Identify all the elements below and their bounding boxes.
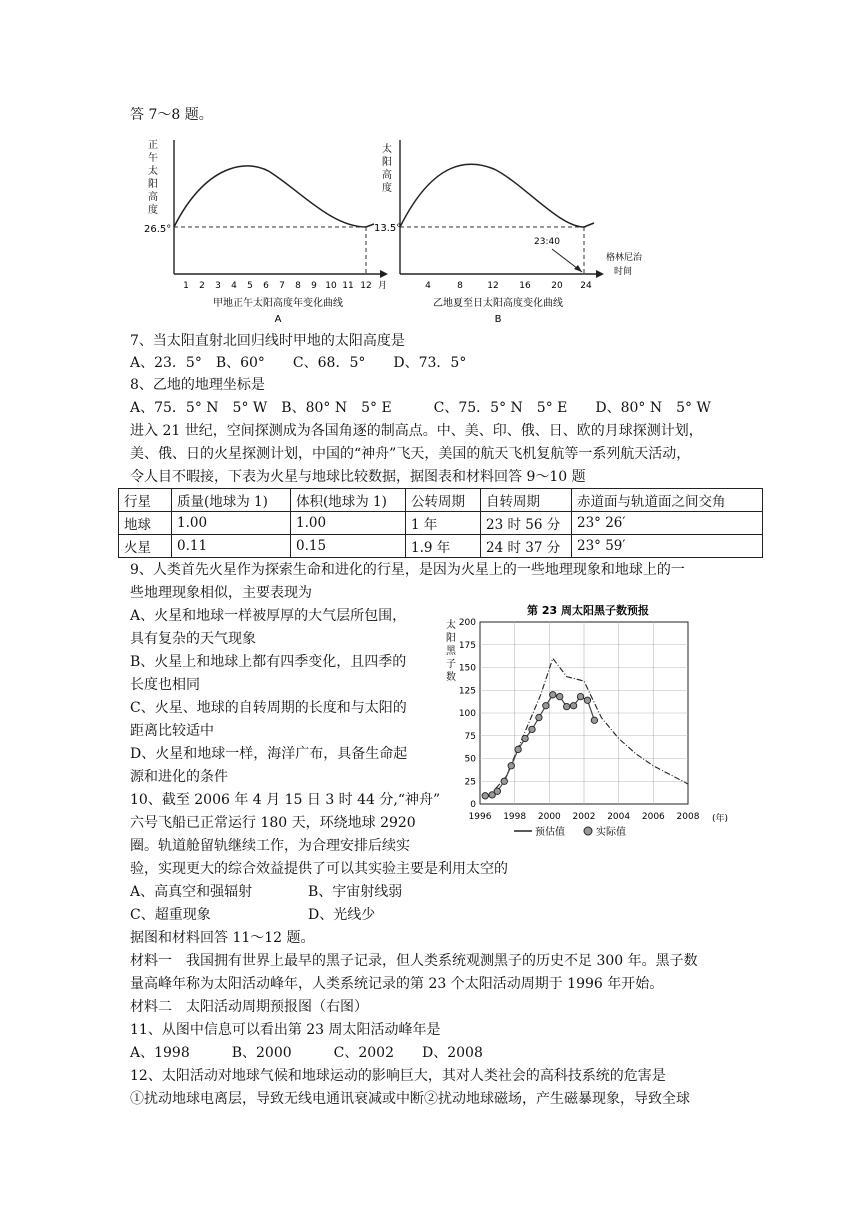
chart-title: 第 23 周太阳黑子数预报 xyxy=(527,604,649,617)
series-actual-point xyxy=(508,763,514,769)
q9-stem: 9、人类首先火星作为探索生命和进化的行星，是因为火星上的一些地理现象和地球上的一 xyxy=(130,562,685,578)
q7-stem: 7、当太阳直射北回归线时甲地的太阳高度是 xyxy=(130,333,405,349)
chart-ytick-label: 0 xyxy=(470,800,476,810)
graph-b-y-marker: 13.5° xyxy=(374,223,402,234)
q8-options: A、75．5° N 5° W B、80° N 5° E C、75．5° N 5° E D、80° N 5° W xyxy=(130,400,711,416)
graph-b-xtick: 16 xyxy=(519,281,531,291)
graph-b-axis-label: 格林尼治 xyxy=(606,253,643,263)
material-two: 材料二 太阳活动周期预报图（右图） xyxy=(130,999,368,1015)
graph-a-y-marker: 26.5° xyxy=(144,224,172,235)
table-cell: 23° 59′ xyxy=(572,535,763,558)
passage-line: 令人目不暇接，下表为火星与地球比较数据，据图表和材料回答 9～10 题 xyxy=(130,469,586,485)
graph-a-xtick: 2 xyxy=(199,281,205,291)
graph-a-ylabel-char: 阳 xyxy=(148,179,158,190)
table-cell: 23° 26′ xyxy=(572,512,763,535)
material-one: 量高峰年称为太阳活动峰年，人类系统记录的第 23 个太阳活动周期于 1996 年开始。 xyxy=(130,976,664,992)
chart-ytick-label: 150 xyxy=(458,663,476,674)
table-header-row xyxy=(119,489,763,512)
chart-ylabel-char: 阳 xyxy=(446,633,456,644)
graph-b-xticks xyxy=(425,281,592,291)
q9-option-b: B、火星上和地球上都有四季变化，且四季的 xyxy=(130,654,407,670)
table-cell: 火星 xyxy=(119,535,172,558)
q9-option-b: 长度也相同 xyxy=(130,677,200,693)
passage-line: 进入 21 世纪，空间探测成为各国角逐的制高点。中、美、印、俄、日、欧的月球探测计划， xyxy=(130,423,703,439)
graph-b-xtick: 20 xyxy=(551,281,563,291)
series-actual-point xyxy=(522,735,528,741)
q12-text: ①扰动地球电离层，导致无线电通讯衰减或中断②扰动地球磁场，产生磁暴现象，导致全球 xyxy=(130,1091,690,1107)
chart-ytick-label: 75 xyxy=(464,731,476,742)
q10-stem: 验，实现更大的综合效益提供了可以其实验主要是利用太空的 xyxy=(130,861,508,877)
table-header-cell: 体积(地球为 1) xyxy=(291,489,406,512)
graph-a-xtick: 12 xyxy=(360,281,372,291)
q10-option-c: C、超重现象 xyxy=(130,907,211,923)
table-cell: 0.11 xyxy=(172,535,291,558)
q8-stem: 8、乙地的地理坐标是 xyxy=(130,377,265,393)
graph-b xyxy=(374,134,646,334)
graph-a-xunit: 月 xyxy=(378,281,388,291)
series-actual-point xyxy=(494,788,500,794)
q10-option-a: A、高真空和强辐射 xyxy=(130,884,253,900)
graph-b-ylabel-char: 度 xyxy=(382,183,392,194)
q7-options: A、23．5° B、60° C、68．5° D、73．5° xyxy=(130,355,467,371)
table-cell: 1.9 年 xyxy=(406,535,481,558)
table-header-cell: 公转周期 xyxy=(406,489,481,512)
graph-a-xtick: 9 xyxy=(311,281,317,291)
q9-option-c: C、火星、地球的自转周期的长度和与太阳的 xyxy=(130,700,407,716)
table-cell: 1.00 xyxy=(172,512,291,535)
chart-ylabel-char: 太 xyxy=(446,620,456,631)
graph-a-ylabel-char: 高 xyxy=(148,192,158,203)
intro-78: 答 7～8 题。 xyxy=(130,107,213,123)
graph-a-ylabel-char: 正 xyxy=(148,140,158,151)
q9-option-a: A、火星和地球一样被厚厚的大气层所包围， xyxy=(130,608,407,624)
q9-option-d: D、火星和地球一样，海洋广布，具备生命起 xyxy=(130,746,408,762)
chart-ytick-label: 50 xyxy=(464,754,476,765)
graph-a-xtick: 4 xyxy=(231,281,237,291)
graph-b-xtick: 24 xyxy=(580,281,592,291)
graph-b-xtick: 12 xyxy=(487,281,499,291)
graph-a-curve xyxy=(174,166,374,227)
legend-actual-swatch xyxy=(584,827,592,835)
chart-xtick-label: 2002 xyxy=(572,812,596,822)
graph-a-xtick: 8 xyxy=(295,281,301,291)
table-header-cell: 赤道面与轨道面之间交角 xyxy=(572,489,763,512)
chart-xtick-label: 2008 xyxy=(676,812,700,822)
table-cell: 1.00 xyxy=(291,512,406,535)
graph-a-ylabel-char: 午 xyxy=(148,153,158,164)
graph-b-xtick: 8 xyxy=(457,281,463,291)
q10-stem: 六号飞船已正常运行 180 天，环绕地球 2920 xyxy=(130,815,416,831)
table-cell: 1 年 xyxy=(406,512,481,535)
q10-stem: 圈。轨道舱留轨继续工作，为合理安排后续实 xyxy=(130,838,410,854)
chart-xtick-label: 2004 xyxy=(607,812,631,822)
series-actual-point xyxy=(501,778,507,784)
table-cell: 地球 xyxy=(119,512,172,535)
graph-b-curve xyxy=(400,164,594,227)
table-header-cell: 自转周期 xyxy=(481,489,572,512)
q10-option-b: B、宇宙射线弱 xyxy=(308,884,403,900)
table-row xyxy=(119,535,763,558)
series-actual-point xyxy=(577,693,583,699)
q11-stem: 11、从图中信息可以看出第 23 周太阳活动峰年是 xyxy=(130,1022,441,1038)
chart-ylabel xyxy=(446,618,457,683)
series-actual-point xyxy=(529,726,535,732)
series-actual-point xyxy=(515,746,521,752)
table-cell: 24 时 37 分 xyxy=(481,535,572,558)
graph-a-ylabel-char: 太 xyxy=(148,166,158,177)
series-actual-point xyxy=(536,714,542,720)
chart-yticks xyxy=(459,618,476,810)
series-actual-points xyxy=(482,692,598,799)
legend-actual-label: 实际值 xyxy=(596,827,626,836)
series-actual-point xyxy=(482,793,488,799)
series-actual-point xyxy=(557,693,563,699)
chart-ytick-label: 175 xyxy=(458,640,476,651)
graph-b-letter: B xyxy=(494,314,502,325)
series-actual-point xyxy=(591,717,597,723)
graph-a-xticks xyxy=(183,280,387,291)
table-cell: 23 时 56 分 xyxy=(481,512,572,535)
graph-a-xtick: 5 xyxy=(247,281,253,291)
chart-xtick-label: 2006 xyxy=(641,812,665,822)
series-actual-point xyxy=(550,692,556,698)
q10-stem: 10、截至 2006 年 4 月 15 日 3 时 44 分,“神舟” xyxy=(130,792,441,808)
series-forecast-line xyxy=(489,658,688,796)
graph-a-xtick: 3 xyxy=(215,281,221,291)
chart-ytick-label: 25 xyxy=(464,777,476,788)
series-actual-point xyxy=(563,703,569,709)
graph-a-xtick: 1 xyxy=(183,281,189,291)
graph-b-ylabel xyxy=(382,142,392,194)
graph-b-annotation-arrowhead xyxy=(574,265,582,272)
graph-b-ylabel-char: 阳 xyxy=(382,157,392,168)
graph-a-xtick: 11 xyxy=(342,281,354,291)
sunspot-chart xyxy=(440,600,740,836)
q11-options: A、1998 B、2000 C、2002 D、2008 xyxy=(130,1045,483,1061)
series-actual-point xyxy=(570,703,576,709)
chart-xlabel: (年) xyxy=(712,814,729,824)
graph-a-xtick: 10 xyxy=(325,281,337,291)
series-actual-point xyxy=(543,703,549,709)
graph-b-annotation: 23:40 xyxy=(534,237,560,247)
graph-b-ylabel-char: 太 xyxy=(382,144,392,155)
graph-b-axis-label: 时间 xyxy=(614,267,633,277)
graph-a-ylabel-char: 度 xyxy=(148,205,158,216)
graph-a-letter: A xyxy=(274,314,282,325)
table-cell: 0.15 xyxy=(291,535,406,558)
chart-xtick-label: 1996 xyxy=(468,812,492,822)
legend-forecast-label: 预估值 xyxy=(535,827,565,836)
chart-xticks xyxy=(469,812,700,822)
chart-xtick-label: 2000 xyxy=(537,812,561,822)
chart-ytick-label: 200 xyxy=(458,618,476,628)
graph-a-caption: 甲地正午太阳高度年变化曲线 xyxy=(213,298,343,309)
material-one: 材料一 我国拥有世界上最早的黑子记录，但人类系统观测黑子的历史不足 300 年。黑子数 xyxy=(130,953,698,969)
graph-b-xtick: 4 xyxy=(425,281,431,291)
q9-stem: 些地理现象相似，主要表现为 xyxy=(130,585,312,601)
graph-a-xtick: 7 xyxy=(279,281,285,291)
graph-b-ylabel-char: 高 xyxy=(382,170,392,181)
chart-ylabel-char: 子 xyxy=(446,659,456,670)
passage-line: 美、俄、日的火星探测计划，中国的“神舟”飞天，美国的航天飞机复航等一系列航天活动， xyxy=(130,446,691,462)
section-intro-1112: 据图和材料回答 11～12 题。 xyxy=(130,930,315,946)
graph-a-xtick: 6 xyxy=(263,281,269,291)
table-header-cell: 行星 xyxy=(119,489,172,512)
q10-option-d: D、光线少 xyxy=(308,907,376,923)
table-header-cell: 质量(地球为 1) xyxy=(172,489,291,512)
chart-grid xyxy=(480,622,688,804)
q12-stem: 12、太阳活动对地球气候和地球运动的影响巨大，其对人类社会的高科技系统的危害是 xyxy=(130,1068,666,1084)
q9-option-a: 具有复杂的天气现象 xyxy=(130,631,256,647)
chart-ytick-label: 125 xyxy=(458,686,476,697)
graph-a xyxy=(138,134,390,334)
table-row xyxy=(119,512,763,535)
chart-ylabel-char: 黑 xyxy=(446,646,456,657)
chart-ytick-label: 100 xyxy=(458,709,476,719)
q9-option-d: 源和进化的条件 xyxy=(130,769,228,785)
graph-a-ylabel xyxy=(148,139,158,216)
series-actual-point xyxy=(584,697,590,703)
graph-b-caption: 乙地夏至日太阳高度变化曲线 xyxy=(433,298,563,309)
chart-ylabel-char: 数 xyxy=(446,672,456,683)
chart-xtick-label: 1998 xyxy=(503,812,527,822)
planet-comparison-table xyxy=(118,488,763,558)
graph-b-x-arrow xyxy=(596,270,604,278)
q9-option-c: 距离比较适中 xyxy=(130,723,214,739)
